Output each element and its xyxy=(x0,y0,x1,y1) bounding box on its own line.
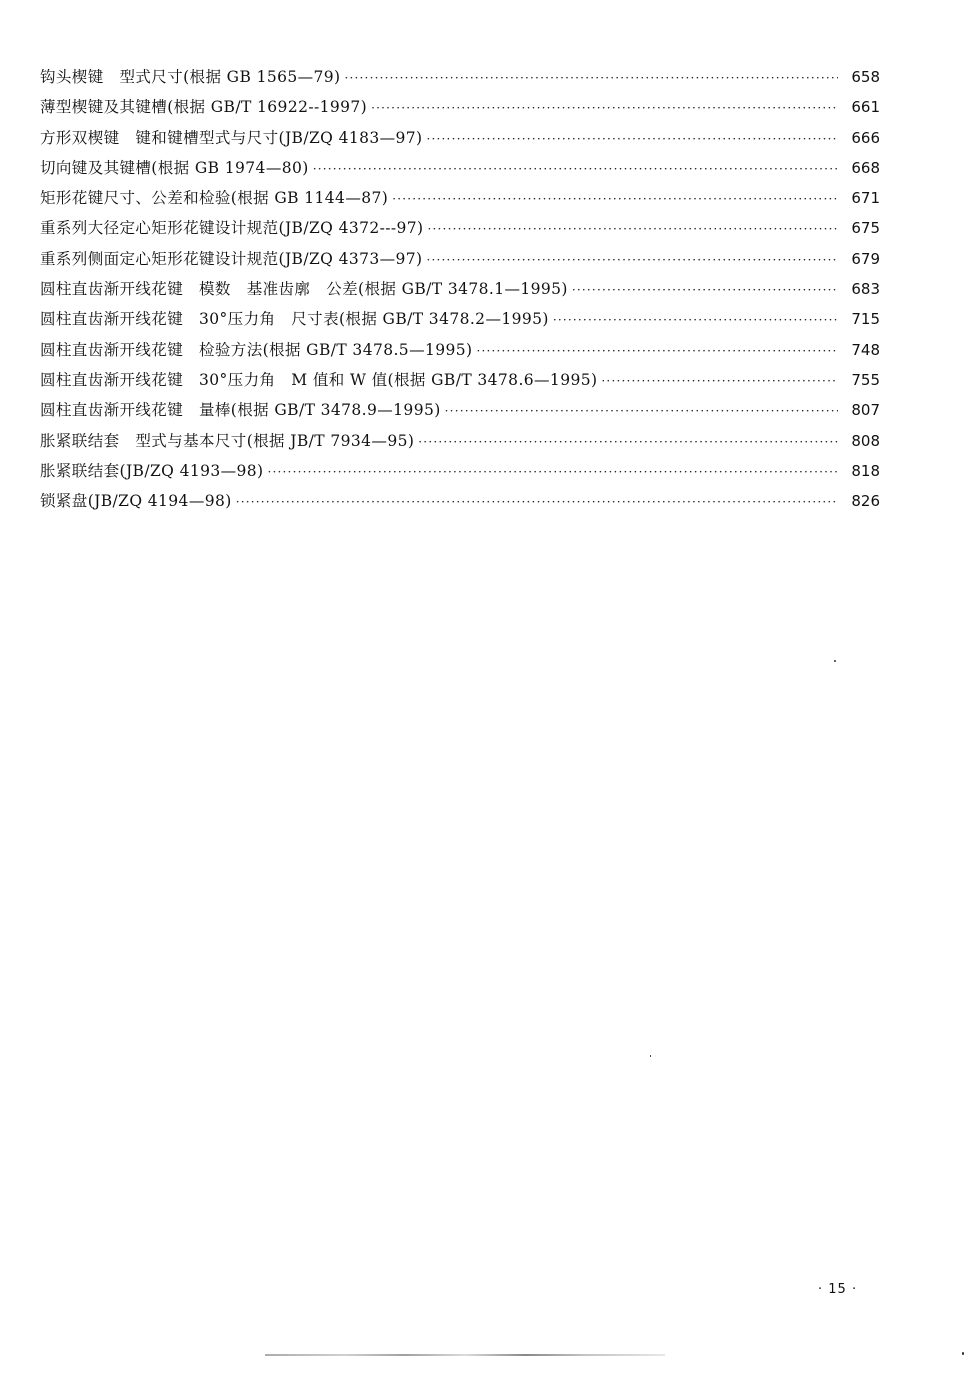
toc-entry-title: 胀紧联结套(JB/ZQ 4193—98) xyxy=(40,461,264,480)
toc-entry[interactable] xyxy=(40,426,880,456)
toc-entry-page: 675 xyxy=(851,219,880,238)
toc-entry[interactable] xyxy=(40,92,880,122)
dot-leader xyxy=(601,366,838,396)
toc-entry-title: 圆柱直齿渐开线花键 30°压力角 M 值和 W 值(根据 GB/T 3478.6—1995) xyxy=(40,370,598,389)
toc-entry-page: 807 xyxy=(851,401,880,420)
toc-entry[interactable] xyxy=(40,183,880,213)
toc-entry-page: 679 xyxy=(851,249,880,268)
toc-entry-title: 圆柱直齿渐开线花键 量棒(根据 GB/T 3478.9—1995) xyxy=(40,401,441,420)
scan-speck xyxy=(962,1352,964,1355)
dot-leader xyxy=(392,184,838,214)
toc-entry-page: 808 xyxy=(851,431,880,450)
toc-entry-page: 668 xyxy=(851,158,880,177)
toc-entry-page: 671 xyxy=(851,189,880,208)
table-of-contents xyxy=(40,62,880,516)
toc-entry-page: 818 xyxy=(851,461,880,480)
toc-entry[interactable] xyxy=(40,304,880,334)
toc-entry[interactable] xyxy=(40,244,880,274)
page-number: · 15 · xyxy=(818,1282,858,1297)
toc-entry-title: 重系列大径定心矩形花键设计规范(JB/ZQ 4372---97) xyxy=(40,219,424,238)
dot-leader xyxy=(476,336,838,366)
toc-entry-title: 重系列侧面定心矩形花键设计规范(JB/ZQ 4373—97) xyxy=(40,249,423,268)
dot-leader xyxy=(445,396,838,426)
toc-entry-page: 826 xyxy=(851,492,880,511)
toc-entry-page: 661 xyxy=(851,98,880,117)
toc-entry[interactable] xyxy=(40,486,880,516)
toc-entry-page: 755 xyxy=(851,370,880,389)
toc-entry-title: 圆柱直齿渐开线花键 检验方法(根据 GB/T 3478.5—1995) xyxy=(40,340,473,359)
toc-entry-page: 666 xyxy=(851,128,880,147)
dot-leader xyxy=(427,245,839,275)
toc-entry[interactable] xyxy=(40,335,880,365)
toc-entry-title: 方形双楔键 键和键槽型式与尺寸(JB/ZQ 4183—97) xyxy=(40,128,423,147)
dot-leader xyxy=(427,124,839,154)
toc-entry-title: 圆柱直齿渐开线花键 30°压力角 尺寸表(根据 GB/T 3478.2—1995) xyxy=(40,310,549,329)
toc-entry[interactable] xyxy=(40,456,880,486)
toc-entry[interactable] xyxy=(40,153,880,183)
scan-speck xyxy=(834,660,836,662)
dot-leader xyxy=(313,154,838,184)
toc-entry[interactable] xyxy=(40,62,880,92)
toc-entry-title: 切向键及其键槽(根据 GB 1974—80) xyxy=(40,158,309,177)
toc-entry[interactable] xyxy=(40,213,880,243)
scan-artifact-line xyxy=(265,1354,665,1356)
toc-entry-title: 薄型楔键及其键槽(根据 GB/T 16922--1997) xyxy=(40,98,368,117)
toc-entry-page: 748 xyxy=(851,340,880,359)
dot-leader xyxy=(268,457,839,487)
toc-entry[interactable] xyxy=(40,123,880,153)
toc-entry[interactable] xyxy=(40,365,880,395)
toc-entry-title: 锁紧盘(JB/ZQ 4194—98) xyxy=(40,492,232,511)
scan-speck xyxy=(650,1055,651,1057)
toc-entry-title: 胀紧联结套 型式与基本尺寸(根据 JB/T 7934—95) xyxy=(40,431,415,450)
dot-leader xyxy=(236,487,838,517)
dot-leader xyxy=(572,275,838,305)
toc-entry[interactable] xyxy=(40,395,880,425)
toc-entry-title: 钩头楔键 型式尺寸(根据 GB 1565—79) xyxy=(40,68,341,86)
toc-entry-title: 矩形花键尺寸、公差和检验(根据 GB 1144—87) xyxy=(40,189,389,208)
toc-entry-page: 683 xyxy=(851,280,880,299)
toc-entry-title: 圆柱直齿渐开线花键 模数 基准齿廓 公差(根据 GB/T 3478.1—1995) xyxy=(40,280,568,299)
dot-leader xyxy=(428,214,838,244)
toc-entry-page: 715 xyxy=(851,310,880,329)
toc-entry[interactable] xyxy=(40,274,880,304)
dot-leader xyxy=(371,93,838,123)
dot-leader xyxy=(418,427,838,457)
dot-leader xyxy=(345,63,839,93)
dot-leader xyxy=(553,305,838,335)
toc-entry-page: 658 xyxy=(851,68,880,86)
